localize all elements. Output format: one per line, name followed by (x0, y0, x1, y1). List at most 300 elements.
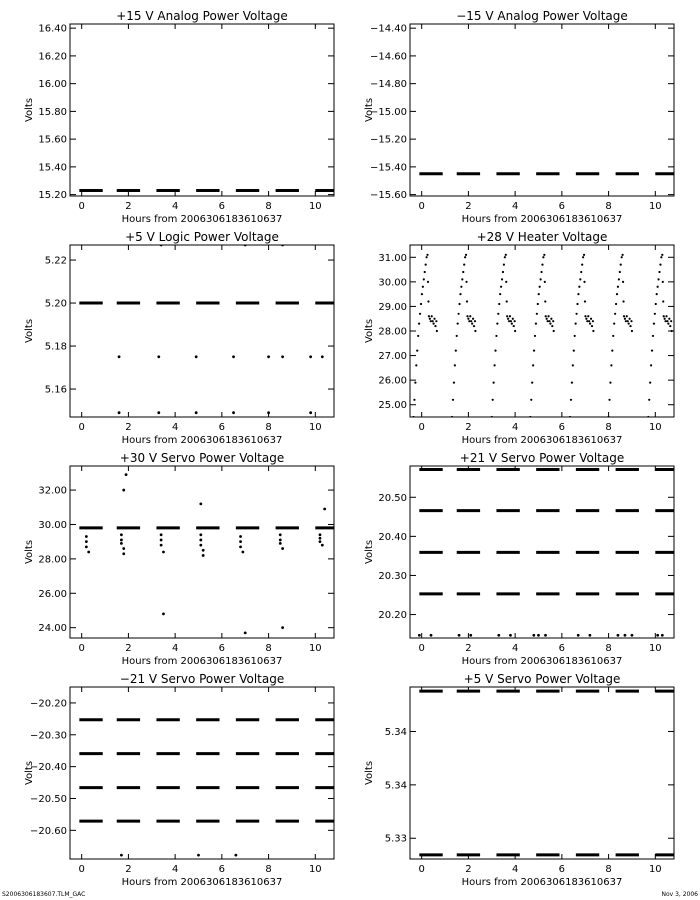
plot-title: −21 V Servo Power Voltage (119, 672, 285, 686)
y-tick-label: 5.33 (384, 833, 407, 845)
x-tick-label: 6 (558, 201, 566, 212)
y-tick-label: −14.80 (369, 79, 407, 91)
data-point (321, 355, 324, 358)
data-point (279, 533, 282, 536)
data-point (199, 539, 202, 542)
data-point (425, 264, 427, 266)
data-point (465, 281, 467, 283)
data-point (579, 278, 581, 280)
data-point (469, 634, 472, 637)
x-axis-label: Hours from 2006306183610637 (121, 435, 283, 446)
x-tick-label: 4 (511, 201, 519, 212)
plot-title: +30 V Servo Power Voltage (119, 451, 285, 465)
data-point (430, 634, 433, 637)
x-tick-label: 10 (308, 422, 322, 433)
data-point (323, 508, 326, 511)
x-tick-label: 10 (648, 643, 662, 654)
data-point (500, 286, 502, 288)
data-point (577, 634, 580, 637)
data-point (617, 634, 620, 637)
data-point (244, 244, 247, 247)
data-point (431, 315, 433, 317)
data-point (281, 547, 284, 550)
y-tick-label: −20.60 (29, 825, 67, 837)
data-point (267, 355, 270, 358)
x-tick-label: 0 (418, 422, 425, 433)
data-point (459, 293, 461, 295)
data-point (514, 330, 516, 332)
y-axis-label: Volts (24, 97, 35, 123)
data-point (543, 254, 545, 256)
data-point (279, 542, 282, 545)
data-point (614, 313, 616, 315)
y-tick-label: 15.20 (38, 190, 67, 202)
data-point (530, 399, 532, 401)
data-point (461, 278, 463, 280)
data-point (493, 364, 495, 366)
x-tick-label: 2 (465, 643, 472, 654)
data-point (432, 323, 434, 325)
data-point (661, 634, 664, 637)
data-marks (79, 720, 334, 857)
x-tick-label: 10 (648, 864, 662, 875)
x-tick-label: 6 (558, 643, 566, 654)
data-point (120, 542, 123, 545)
y-axis-label: Volts (364, 97, 375, 123)
data-point (279, 539, 282, 542)
data-point (659, 690, 662, 693)
x-tick-label: 10 (648, 422, 662, 433)
data-point (239, 545, 242, 548)
data-marks (419, 690, 674, 855)
data-point (321, 544, 324, 547)
data-point (582, 256, 584, 258)
plot-frame (70, 245, 334, 417)
data-point (421, 293, 423, 295)
data-marks (412, 254, 672, 418)
data-point (608, 399, 610, 401)
x-tick-label: 2 (125, 422, 132, 433)
data-point (547, 315, 549, 317)
y-tick-label: −15.60 (369, 190, 407, 202)
x-tick-label: 0 (78, 422, 85, 433)
y-tick-label: −14.40 (369, 23, 407, 35)
data-point (465, 254, 467, 256)
y-tick-label: 5.34 (384, 726, 407, 738)
data-point (509, 315, 511, 317)
y-tick-label: 26.00 (378, 375, 407, 387)
data-point (660, 256, 662, 258)
data-point (531, 382, 533, 384)
y-axis-label: Volts (364, 318, 375, 344)
data-point (122, 552, 125, 555)
data-point (244, 631, 247, 634)
data-point (472, 318, 474, 320)
data-point (544, 281, 546, 283)
data-point (503, 264, 505, 266)
data-point (199, 544, 202, 547)
data-point (474, 330, 476, 332)
data-point (427, 300, 429, 302)
x-axis-label: Hours from 2006306183610637 (121, 656, 283, 667)
plot-panel (24, 451, 334, 667)
data-point (647, 416, 649, 418)
data-point (199, 502, 202, 505)
data-point (416, 350, 418, 352)
data-point (653, 323, 655, 325)
data-point (539, 286, 541, 288)
plot-panel (24, 9, 334, 225)
data-point (498, 303, 500, 305)
data-point (591, 325, 593, 327)
plot-title: −15 V Analog Power Voltage (456, 9, 628, 23)
data-point (497, 313, 499, 315)
data-point (157, 355, 160, 358)
data-point (162, 551, 165, 554)
data-point (422, 286, 424, 288)
data-point (419, 313, 421, 315)
data-point (118, 411, 121, 414)
data-point (428, 315, 430, 317)
x-axis-label: Hours from 2006306183610637 (461, 656, 623, 667)
data-point (548, 320, 550, 322)
data-point (544, 634, 547, 637)
data-point (512, 318, 514, 320)
x-tick-label: 4 (171, 864, 179, 875)
data-point (617, 286, 619, 288)
data-point (575, 323, 577, 325)
data-point (584, 300, 586, 302)
data-point (202, 549, 205, 552)
x-tick-label: 0 (78, 643, 85, 654)
data-point (583, 254, 585, 256)
data-point (514, 320, 516, 322)
data-point (553, 330, 555, 332)
data-point (267, 411, 270, 414)
x-tick-label: 0 (78, 201, 85, 212)
x-tick-label: 4 (511, 422, 519, 433)
x-axis-label: Hours from 2006306183610637 (461, 214, 623, 225)
data-point (615, 303, 617, 305)
data-point (529, 416, 531, 418)
data-point (319, 533, 322, 536)
x-tick-label: 8 (265, 864, 272, 875)
data-point (537, 303, 539, 305)
data-point (579, 690, 582, 693)
y-tick-label: 30.00 (38, 519, 67, 531)
data-point (413, 399, 415, 401)
data-point (542, 690, 545, 693)
plot-panel (364, 672, 674, 888)
data-point (453, 382, 455, 384)
data-point (611, 350, 613, 352)
data-point (474, 320, 476, 322)
data-point (630, 320, 632, 322)
data-point (281, 626, 284, 629)
y-axis-label: Volts (24, 318, 35, 344)
data-point (464, 256, 466, 258)
data-point (575, 313, 577, 315)
y-tick-label: 15.80 (38, 106, 67, 118)
data-point (656, 293, 658, 295)
x-tick-label: 6 (218, 422, 226, 433)
x-tick-label: 2 (125, 864, 132, 875)
x-tick-label: 10 (308, 201, 322, 212)
data-point (456, 335, 458, 337)
y-tick-label: 31.00 (378, 252, 407, 264)
data-point (532, 364, 534, 366)
plot-title: +28 V Heater Voltage (476, 230, 608, 244)
data-point (466, 315, 468, 317)
data-point (506, 300, 508, 302)
data-point (624, 318, 626, 320)
data-point (572, 364, 574, 366)
data-point (627, 320, 629, 322)
data-point (569, 416, 571, 418)
x-tick-label: 8 (605, 201, 612, 212)
plot-title: +5 V Logic Power Voltage (125, 230, 279, 244)
data-point (511, 323, 513, 325)
y-tick-label: 16.20 (38, 51, 67, 63)
plot-panel (24, 230, 334, 446)
data-point (195, 411, 198, 414)
data-point (629, 325, 631, 327)
x-tick-label: 8 (265, 422, 272, 433)
data-point (509, 634, 512, 637)
x-tick-label: 4 (511, 864, 519, 875)
data-point (467, 690, 470, 693)
y-tick-label: 28.00 (38, 554, 67, 566)
data-point (546, 318, 548, 320)
y-tick-label: 15.40 (38, 162, 67, 174)
data-marks (79, 473, 334, 634)
x-tick-label: 2 (465, 864, 472, 875)
plot-title: +15 V Analog Power Voltage (116, 9, 288, 23)
data-point (120, 539, 123, 542)
data-point (309, 355, 312, 358)
data-point (85, 535, 88, 538)
data-point (495, 335, 497, 337)
data-point (574, 335, 576, 337)
x-tick-label: 8 (605, 422, 612, 433)
x-tick-label: 0 (418, 201, 425, 212)
data-point (581, 264, 583, 266)
plot-panel (364, 9, 674, 225)
data-point (87, 551, 90, 554)
data-point (319, 540, 322, 543)
y-tick-label: 25.00 (378, 400, 407, 412)
data-point (619, 271, 621, 273)
data-point (585, 318, 587, 320)
data-point (588, 320, 590, 322)
x-tick-label: 4 (511, 643, 519, 654)
data-point (494, 350, 496, 352)
data-point (540, 271, 542, 273)
data-point (667, 323, 669, 325)
x-tick-label: 2 (465, 422, 472, 433)
y-tick-label: −15.00 (369, 106, 407, 118)
y-tick-label: 20.40 (378, 531, 407, 543)
data-point (454, 364, 456, 366)
data-point (618, 278, 620, 280)
data-point (570, 399, 572, 401)
y-axis-label: Volts (24, 760, 35, 786)
data-point (610, 364, 612, 366)
data-point (550, 318, 552, 320)
data-point (493, 382, 495, 384)
data-point (662, 281, 664, 283)
x-tick-label: 4 (171, 201, 179, 212)
data-point (470, 320, 472, 322)
plot-frame (70, 687, 334, 859)
x-tick-label: 6 (558, 864, 566, 875)
data-point (160, 539, 163, 542)
data-point (429, 318, 431, 320)
data-point (455, 350, 457, 352)
data-point (452, 399, 454, 401)
x-tick-label: 8 (605, 864, 612, 875)
plot-frame (410, 24, 674, 196)
y-tick-label: −15.40 (369, 162, 407, 174)
data-point (607, 416, 609, 418)
data-point (659, 264, 661, 266)
y-tick-label: 16.00 (38, 79, 67, 91)
data-point (424, 271, 426, 273)
data-point (432, 690, 435, 693)
y-tick-label: −20.40 (29, 762, 67, 774)
data-point (648, 399, 650, 401)
data-point (309, 411, 312, 414)
x-tick-label: 8 (265, 201, 272, 212)
plot-panel (364, 230, 674, 446)
data-point (241, 551, 244, 554)
data-point (157, 411, 160, 414)
data-point (583, 281, 585, 283)
y-tick-label: −14.60 (369, 51, 407, 63)
y-tick-label: 20.50 (378, 492, 407, 504)
x-tick-label: 8 (265, 643, 272, 654)
data-point (670, 320, 672, 322)
data-point (612, 335, 614, 337)
data-point (319, 537, 322, 540)
data-point (425, 256, 427, 258)
data-point (621, 690, 624, 693)
x-tick-label: 0 (418, 864, 425, 875)
y-tick-label: −20.30 (29, 730, 67, 742)
data-point (202, 554, 205, 557)
data-point (435, 320, 437, 322)
data-point (533, 350, 535, 352)
data-point (232, 355, 235, 358)
data-point (513, 325, 515, 327)
data-point (666, 320, 668, 322)
data-point (664, 318, 666, 320)
data-point (631, 330, 633, 332)
data-point (507, 690, 510, 693)
data-point (589, 323, 591, 325)
y-tick-label: 30.00 (378, 277, 407, 289)
data-point (621, 256, 623, 258)
data-point (510, 320, 512, 322)
data-point (506, 315, 508, 317)
data-point (654, 313, 656, 315)
data-point (571, 382, 573, 384)
data-point (505, 281, 507, 283)
data-point (656, 634, 659, 637)
data-point (501, 278, 503, 280)
y-tick-label: −20.50 (29, 793, 67, 805)
data-point (651, 350, 653, 352)
data-point (539, 278, 541, 280)
data-point (502, 271, 504, 273)
data-point (626, 315, 628, 317)
data-point (120, 854, 123, 857)
data-point (125, 473, 128, 476)
plot-panel (24, 672, 334, 888)
data-point (463, 264, 465, 266)
x-tick-label: 6 (218, 864, 226, 875)
plot-panel (364, 451, 674, 667)
data-marks (79, 244, 334, 415)
y-tick-label: 5.18 (44, 341, 67, 353)
data-point (631, 634, 634, 637)
data-point (504, 256, 506, 258)
data-point (197, 854, 200, 857)
data-point (162, 613, 165, 616)
data-point (195, 355, 198, 358)
data-point (587, 315, 589, 317)
y-tick-label: 5.20 (44, 298, 67, 310)
plot-title: +5 V Servo Power Voltage (463, 672, 621, 686)
data-point (457, 313, 459, 315)
data-point (120, 533, 123, 536)
data-point (160, 533, 163, 536)
data-point (417, 335, 419, 337)
data-point (281, 244, 284, 247)
data-point (460, 286, 462, 288)
x-tick-label: 4 (171, 422, 179, 433)
data-point (622, 254, 624, 256)
x-tick-label: 2 (465, 201, 472, 212)
data-point (497, 634, 500, 637)
x-tick-label: 2 (125, 201, 132, 212)
data-point (590, 318, 592, 320)
data-point (623, 315, 625, 317)
x-axis-label: Hours from 2006306183610637 (461, 877, 623, 888)
data-point (551, 325, 553, 327)
data-point (532, 634, 535, 637)
data-point (473, 325, 475, 327)
data-point (426, 254, 428, 256)
data-point (629, 318, 631, 320)
y-tick-label: 26.00 (38, 588, 67, 600)
data-point (432, 320, 434, 322)
data-point (122, 489, 125, 492)
x-tick-label: 10 (308, 864, 322, 875)
data-point (671, 330, 673, 332)
data-point (492, 399, 494, 401)
y-axis-label: Volts (24, 539, 35, 565)
plot-frame (410, 687, 674, 859)
data-point (616, 293, 618, 295)
data-point (655, 303, 657, 305)
data-point (549, 323, 551, 325)
plot-frame (70, 466, 334, 638)
y-axis-label: Volts (364, 539, 375, 565)
x-tick-label: 0 (78, 864, 85, 875)
data-point (535, 323, 537, 325)
y-tick-label: 15.60 (38, 134, 67, 146)
